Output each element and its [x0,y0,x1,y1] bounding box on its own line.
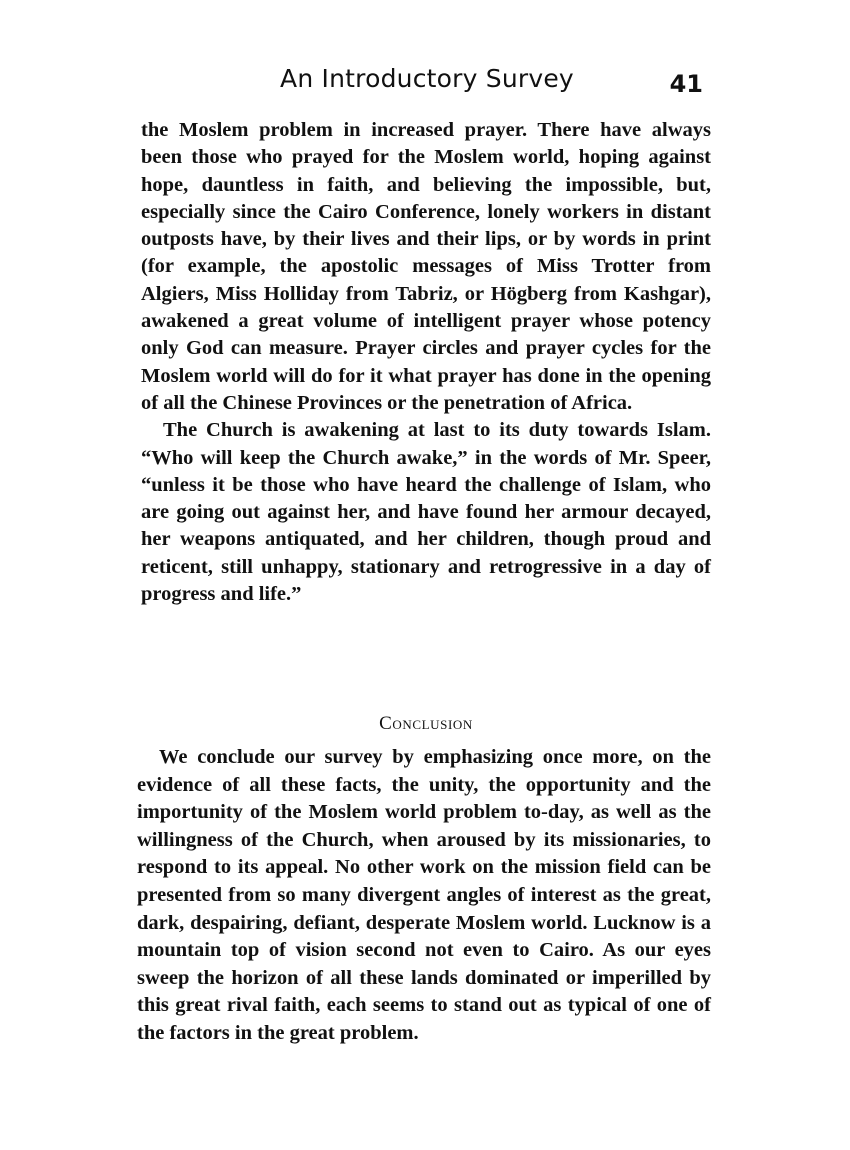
paragraph-church-awakening: The Church is awakening at last to its duty towards Islam. “Who will keep the Church awake,” in the words of Mr. Speer, “unless it be those who have heard the challenge of Islam, who are going out against her, and have found her armour decayed, her weapons antiquated, and her children, though proud and reticent, still unhappy, stationary and retrogressive in a day of progress and life.” [141,419,711,606]
page-number: 41 [669,70,703,98]
paragraph-conclusion: We conclude our survey by emphasizing once more, on the evidence of all these facts, the unity, the opportunity and the importunity of the Moslem world problem to-day, as well as the willingness of the Church, when aroused by its missionaries, to respond to its appeal. No other work on the mission field can be presented from so many divergent angles of interest as the great, dark, despairing, defiant, desperate Moslem world. Lucknow is a mountain top of vision second not even to Cairo. As our eyes sweep the horizon of all these lands dominated or imperilled by this great rival faith, each seems to stand out as typical of one of the factors in the great problem. [137,746,711,1044]
paragraph-prayer: the Moslem problem in increased prayer. There have always been those who prayed for the Moslem world, hoping against hope, dauntless in faith, and believing the impossible, but, especially since the Cairo Conference, lonely workers in distant outposts have, by their lives and their lips, or by words in print (for example, the apostolic messages of Miss Trotter from Algiers, Miss Holliday from Tabriz, or Högberg from Kashgar), awakened a great volume of intelligent prayer whose potency only God can measure. Prayer circles and prayer cycles for the Moslem world will do for it what prayer has done in the opening of all the Chinese Provinces or the penetration of Africa. [141,119,711,414]
section-heading-conclusion: Conclusion [379,713,473,734]
conclusion-text [137,744,711,1048]
running-title: An Introductory Survey [280,64,574,93]
running-head [143,64,711,100]
body-text [141,117,711,608]
